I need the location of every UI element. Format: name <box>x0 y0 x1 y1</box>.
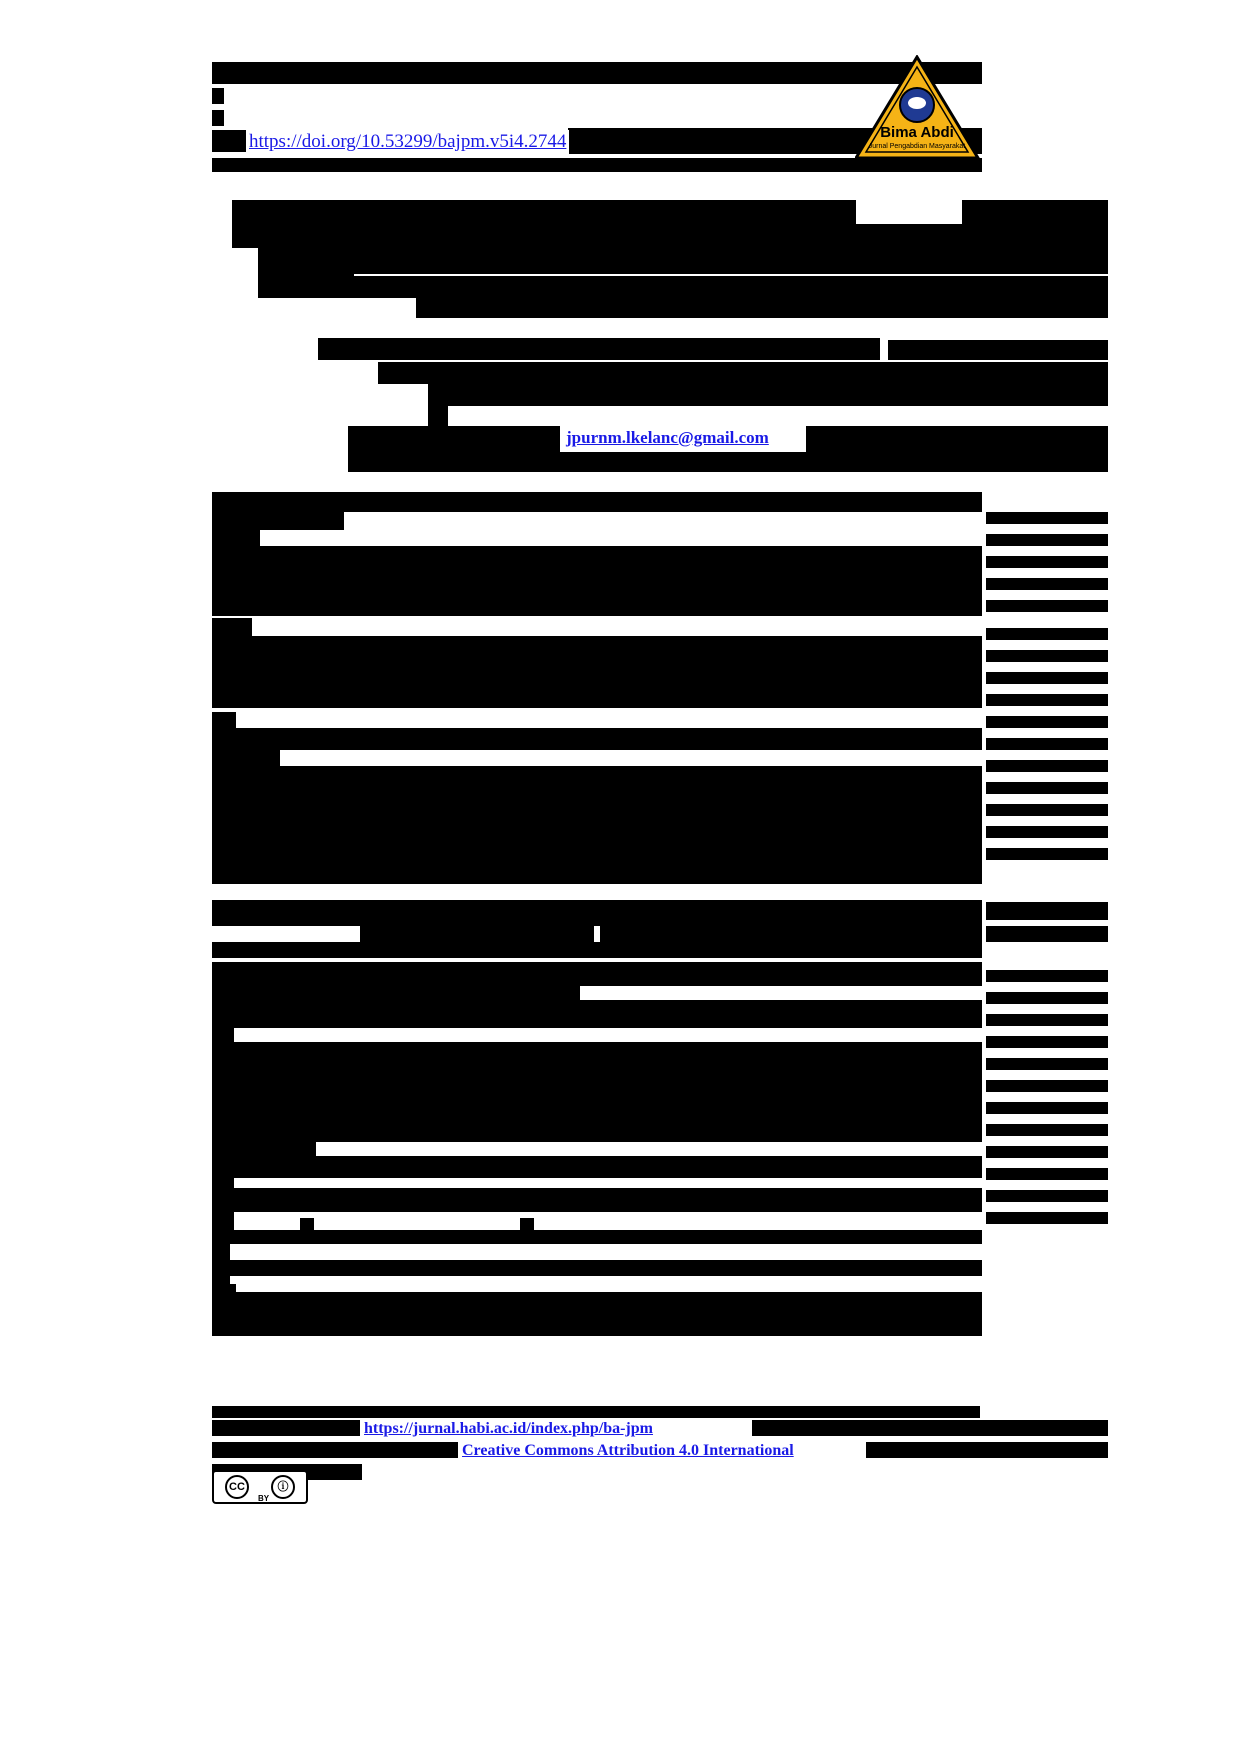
body-fragment <box>876 604 902 616</box>
sidebar-rule <box>986 578 1108 590</box>
section-bar <box>212 1188 982 1212</box>
corresponding-email-link[interactable]: jpurnm.lkelanc@gmail.com <box>566 428 769 447</box>
title-bar <box>258 276 1108 298</box>
sidebar-rule <box>986 1080 1108 1092</box>
section-bar <box>212 1100 350 1114</box>
section-bar <box>212 1212 234 1230</box>
section-bar <box>212 1292 982 1336</box>
email-bar <box>348 452 508 472</box>
body-bar <box>212 618 252 638</box>
section-bar <box>212 1116 982 1142</box>
cc-by-label: BY <box>258 1494 270 1503</box>
affiliation-bar <box>428 384 1108 406</box>
sidebar-rule <box>986 992 1108 1004</box>
sidebar-rule <box>986 1102 1108 1114</box>
section-bar <box>212 1172 234 1188</box>
title-bar <box>962 200 1108 224</box>
header-bar <box>212 88 224 104</box>
email-bar <box>806 426 1108 452</box>
title-bar <box>258 248 1108 274</box>
header-rule <box>212 158 982 172</box>
sidebar-rule <box>986 628 1108 640</box>
body-fragment <box>466 604 506 616</box>
body-bar <box>212 546 982 606</box>
header-bar <box>212 130 246 152</box>
body-fragment <box>918 604 980 616</box>
cc-icon: CC <box>225 1475 249 1499</box>
section-bar <box>212 1244 230 1260</box>
body-bar <box>212 510 344 530</box>
author-bar <box>318 338 880 360</box>
body-fragment <box>824 604 862 616</box>
footer-bar <box>752 1420 1108 1436</box>
sidebar-rule <box>986 848 1108 860</box>
sidebar-rule <box>986 826 1108 838</box>
sidebar-rule <box>986 1212 1108 1224</box>
sidebar-rule <box>986 926 1108 942</box>
body-bar <box>212 728 982 750</box>
sidebar-rule <box>986 1014 1108 1026</box>
body-fragment <box>252 604 264 616</box>
body-fragment <box>300 1218 314 1232</box>
title-bar <box>290 226 310 248</box>
section-bar <box>212 1284 236 1298</box>
email-bar <box>348 426 560 452</box>
sidebar-rule <box>986 672 1108 684</box>
affiliation-bar <box>378 362 1108 384</box>
sidebar-rule <box>986 512 1108 524</box>
body-fragment <box>316 604 388 616</box>
sidebar-rule <box>986 600 1108 612</box>
footer-rule <box>212 1406 980 1418</box>
footer-bar <box>212 1420 360 1436</box>
body-fragment <box>424 604 450 616</box>
sidebar-rule <box>986 1124 1108 1136</box>
title-bar <box>258 256 354 276</box>
section-bar <box>212 1156 982 1178</box>
footer-bar <box>212 1442 458 1458</box>
body-fragment <box>272 604 284 616</box>
svg-text:Bima Abdi: Bima Abdi <box>880 124 954 141</box>
body-bar <box>212 866 982 884</box>
section-bar <box>212 1260 982 1276</box>
section-bar <box>212 1140 316 1156</box>
section-bar <box>212 1046 272 1062</box>
sidebar-rule <box>986 1146 1108 1158</box>
sidebar-rule <box>986 534 1108 546</box>
sidebar-rule <box>986 650 1108 662</box>
section-bar <box>212 1230 982 1244</box>
section-bar <box>212 984 580 1000</box>
section-bar <box>212 1062 982 1090</box>
affiliation-bar <box>428 406 448 426</box>
section-bar <box>600 920 982 944</box>
svg-text:Jurnal Pengabdian Masyarakat: Jurnal Pengabdian Masyarakat <box>868 143 966 150</box>
sidebar-rule <box>986 902 1108 920</box>
section-bar <box>360 926 594 942</box>
section-bar <box>212 1072 228 1090</box>
email-bar <box>508 452 1108 472</box>
section-bar <box>212 962 982 986</box>
body-fragment <box>652 604 670 616</box>
body-fragment <box>520 1218 534 1232</box>
by-person-icon: ⓘ <box>271 1475 295 1499</box>
body-fragment <box>698 604 810 616</box>
sidebar-rule <box>986 694 1108 706</box>
title-bar <box>416 296 1108 318</box>
section-bar <box>212 942 982 958</box>
sidebar-rule <box>986 738 1108 750</box>
doi-link[interactable]: https://doi.org/10.53299/bajpm.v5i4.2744 <box>246 130 569 154</box>
sidebar-rule <box>986 1058 1108 1070</box>
title-bar <box>232 200 856 224</box>
sidebar-rule <box>986 716 1108 728</box>
header-bar <box>212 110 224 126</box>
footer-bar <box>866 1442 1108 1458</box>
sidebar-rule <box>986 804 1108 816</box>
license-link[interactable]: Creative Commons Attribution 4.0 International <box>462 1442 794 1459</box>
author-bar <box>888 340 1108 360</box>
sidebar-rule <box>986 1190 1108 1202</box>
body-fragment <box>572 604 636 616</box>
bima-abdi-logo <box>855 55 980 160</box>
section-bar <box>212 1000 982 1028</box>
sidebar-rule <box>986 782 1108 794</box>
body-bar <box>212 636 982 708</box>
body-fragment <box>228 604 238 616</box>
sidebar-rule <box>986 556 1108 568</box>
body-bar <box>212 492 982 512</box>
sidebar-rule <box>986 970 1108 982</box>
body-fragment <box>520 604 558 616</box>
title-bar <box>232 224 1108 248</box>
sidebar-rule <box>986 760 1108 772</box>
sidebar-rule <box>986 1168 1108 1180</box>
sidebar-rule <box>986 1036 1108 1048</box>
journal-url-link[interactable]: https://jurnal.habi.ac.id/index.php/ba-jpm <box>364 1420 653 1437</box>
body-bar <box>212 766 982 866</box>
